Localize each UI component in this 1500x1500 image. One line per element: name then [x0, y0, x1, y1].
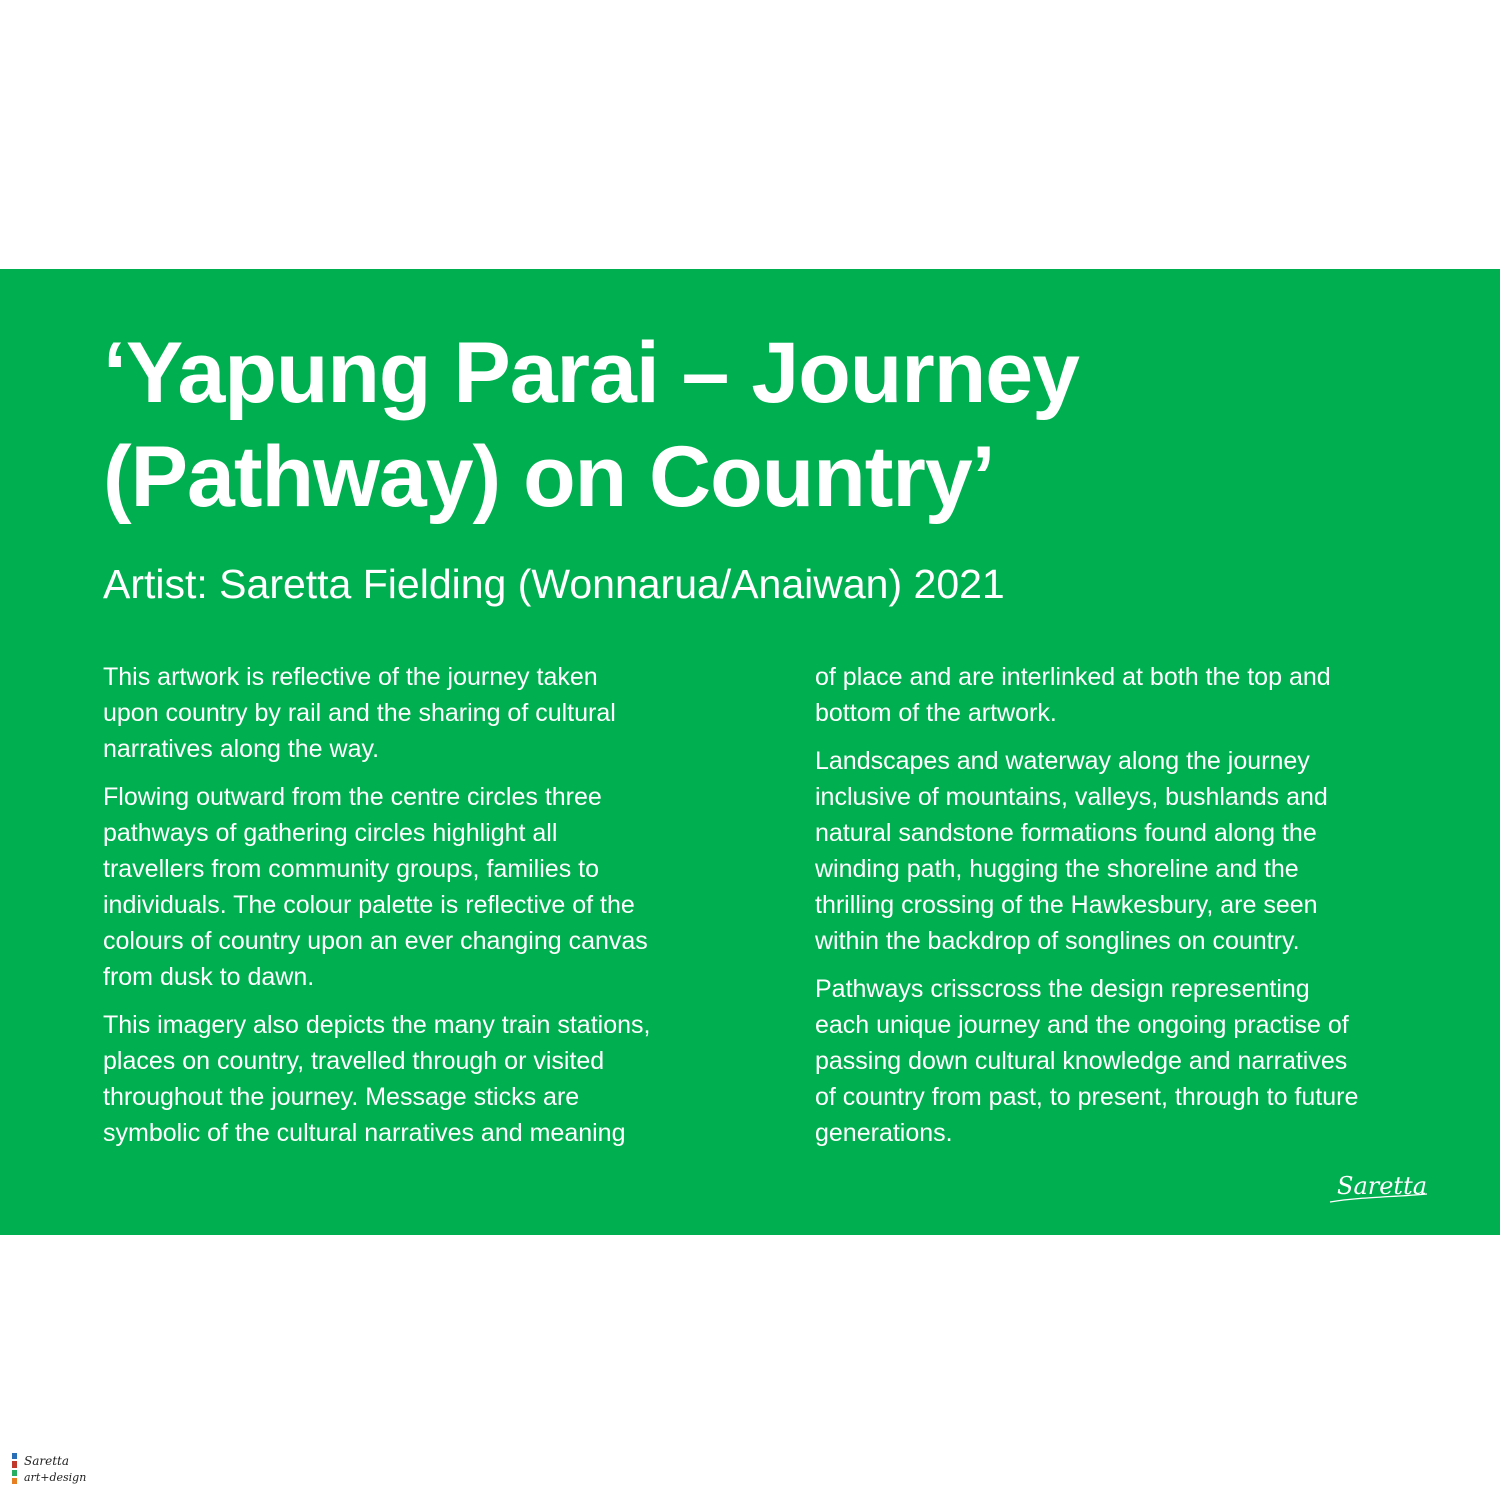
text-line: colours of country upon an ever changing canvas [103, 927, 648, 955]
paragraph [103, 779, 779, 995]
text-line: symbolic of the cultural narratives and meaning [103, 1119, 626, 1147]
text-line: places on country, travelled through or visited [103, 1047, 605, 1075]
text-line: narratives along the way. [103, 735, 380, 763]
text-line: of place and are interlinked at both the top and [815, 663, 1331, 691]
saretta-logo [10, 1445, 110, 1500]
paragraph [815, 743, 1455, 959]
paragraph [815, 659, 1455, 731]
text-line: upon country by rail and the sharing of cultural [103, 699, 616, 727]
text-line: This artwork is reflective of the journey taken [103, 663, 598, 691]
text-line: travellers from community groups, families to [103, 855, 599, 883]
text-line: bottom of the artwork. [815, 699, 1057, 727]
info-panel [0, 269, 1500, 1235]
text-line: thrilling crossing of the Hawkesbury, are seen [815, 891, 1318, 919]
text-line: Flowing outward from the centre circles three [103, 783, 602, 811]
text-line: individuals. The colour palette is reflective of the [103, 891, 635, 919]
text-line: Pathways crisscross the design representing [815, 975, 1310, 1003]
logo-line-1: Saretta [24, 1454, 70, 1468]
text-line: This imagery also depicts the many train stations, [103, 1011, 651, 1039]
right-text-column [815, 659, 1455, 1163]
signature-text: Saretta [1337, 1172, 1428, 1200]
text-line: each unique journey and the ongoing practise of [815, 1011, 1349, 1039]
signature-image [1325, 1164, 1435, 1219]
artwork-title [103, 321, 1403, 529]
text-line: throughout the journey. Message sticks are [103, 1083, 580, 1111]
paragraph [815, 971, 1455, 1151]
left-text-column [103, 659, 779, 1163]
text-line: inclusive of mountains, valleys, bushlands and [815, 783, 1328, 811]
text-line: within the backdrop of songlines on country. [815, 927, 1300, 955]
text-line: Landscapes and waterway along the journey [815, 747, 1310, 775]
title-line-1: ‘Yapung Parai – Journey [103, 325, 1079, 421]
artist-subtitle: Artist: Saretta Fielding (Wonnarua/Anaiwan) 2021 [103, 561, 1005, 607]
text-line: from dusk to dawn. [103, 963, 315, 991]
paragraph [103, 1007, 779, 1151]
text-line: of country from past, to present, through to future [815, 1083, 1359, 1111]
paragraph [103, 659, 779, 767]
text-line: winding path, hugging the shoreline and the [815, 855, 1299, 883]
text-line: passing down cultural knowledge and narratives [815, 1047, 1348, 1075]
logo-line-2: art+design [24, 1471, 87, 1484]
text-line: pathways of gathering circles highlight all [103, 819, 558, 847]
title-line-2: (Pathway) on Country’ [103, 429, 995, 525]
text-line: generations. [815, 1119, 953, 1147]
text-line: natural sandstone formations found along the [815, 819, 1317, 847]
